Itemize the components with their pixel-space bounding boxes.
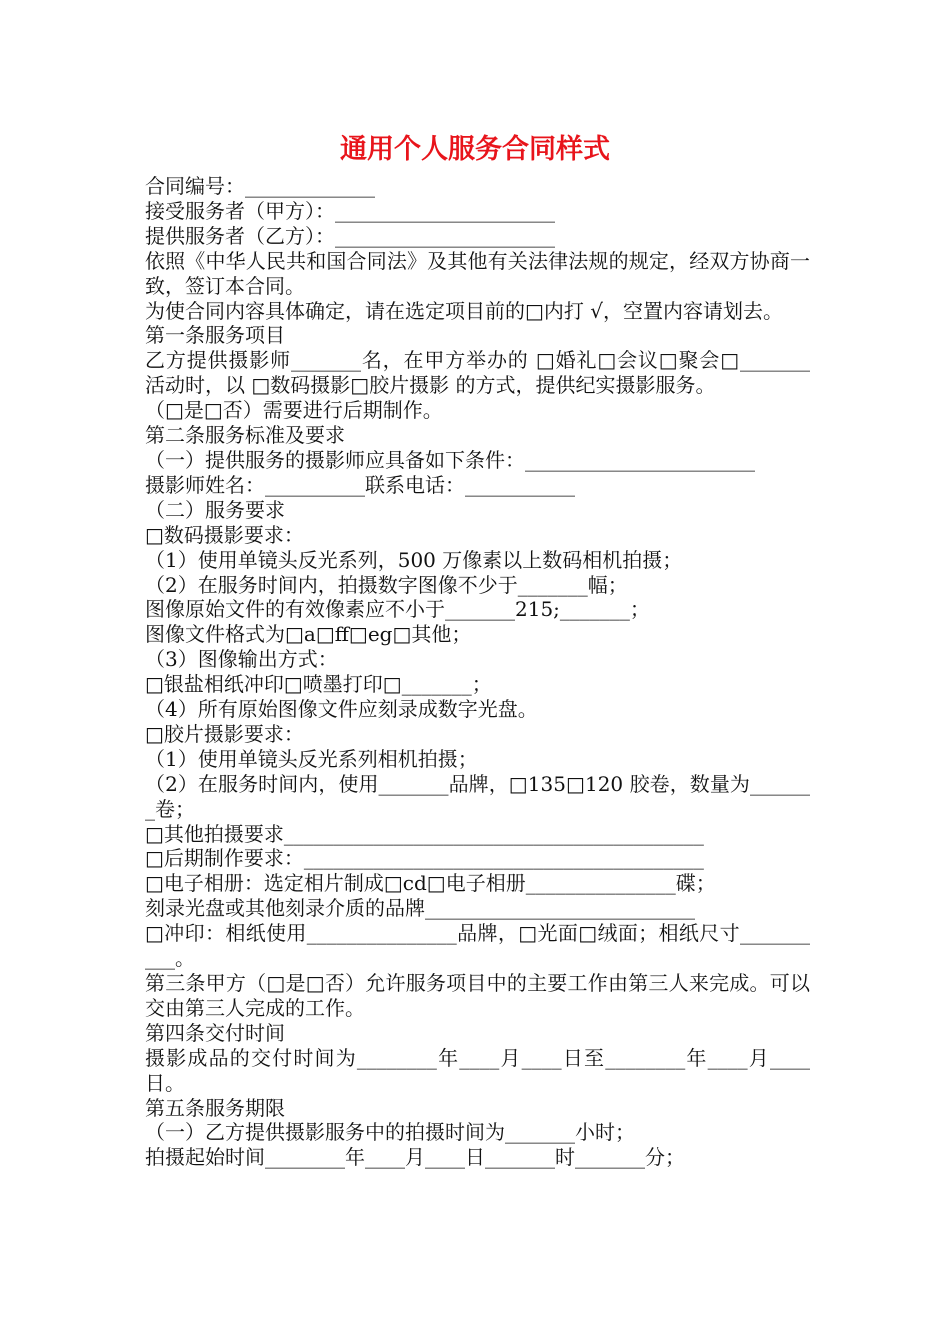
other-requirements-line: □其他拍摄要求__________________________________________ — [145, 821, 704, 846]
film-requirements-heading: □胶片摄影要求： — [145, 721, 304, 746]
digital-req-1: （1）使用单镜头反光系列，500 万像素以上数码相机拍摄； — [145, 547, 683, 572]
digital-req-2: （2）在服务时间内，拍摄数字图像不少于_______幅； — [145, 572, 628, 597]
service-item-paragraph: 乙方提供摄影师_______名，在甲方举办的 □婚礼□会议□聚会□_______ 活动时，以 □数码摄影□胶片摄影 的方式，提供纪实摄影服务。 — [145, 348, 817, 398]
party-a-line: 接受服务者（甲方）：______________________ — [145, 198, 555, 223]
article-4-heading: 第四条交付时间 — [145, 1020, 285, 1045]
post-production-requirements-line: □后期制作要求：________________________________________ — [145, 846, 704, 871]
service-requirements-heading: （二）服务要求 — [145, 497, 285, 522]
contract-number-line: 合同编号：_____________ — [145, 174, 375, 198]
photographer-contact-line: 摄影师姓名：__________联系电话：___________ — [145, 472, 575, 497]
digital-requirements-heading: □数码摄影要求： — [145, 522, 304, 547]
party-b-line: 提供服务者（乙方）：______________________ — [145, 223, 555, 248]
shooting-hours-line: （一）乙方提供摄影服务中的拍摄时间为_______小时； — [145, 1120, 635, 1145]
output-method-options: □银盐相纸冲印□喷墨打印□_______； — [145, 672, 492, 697]
disc-brand-line: 刻录光盘或其他刻录介质的品牌___________________________ — [145, 896, 695, 921]
contract-body — [145, 174, 817, 1170]
shooting-start-line: 拍摄起始时间________年____月____日_______时_______分； — [145, 1145, 685, 1170]
legal-basis-paragraph: 依照《中华人民共和国合同法》及其他有关法律法规的规定，经双方协商一致，签订本合同。 — [145, 248, 810, 298]
article-3-paragraph: 第三条甲方（□是□否）允许服务项目中的主要工作由第三人来完成。可以交由第三人完成的工作。 — [145, 971, 810, 1020]
instructions-paragraph: 为使合同内容具体确定，请在选定项目前的□内打 √，空置内容请划去。 — [145, 298, 783, 323]
film-req-1: （1）使用单镜头反光系列相机拍摄； — [145, 746, 478, 771]
digital-req-4: （4）所有原始图像文件应刻录成数字光盘。 — [145, 697, 538, 722]
article-1-heading: 第一条服务项目 — [145, 323, 285, 348]
article-5-heading: 第五条服务期限 — [145, 1095, 285, 1120]
document-title: 通用个人服务合同样式 — [340, 134, 610, 165]
output-method-heading: （3）图像输出方式： — [145, 647, 338, 672]
post-production-line: （□是□否）需要进行后期制作。 — [145, 398, 443, 423]
film-req-2: （2）在服务时间内，使用_______品牌，□135□120 胶卷，数量为_______卷； — [145, 771, 810, 821]
photographer-conditions-line: （一）提供服务的摄影师应具备如下条件：_______________________ — [145, 447, 755, 472]
delivery-time-line: 摄影成品的交付时间为________年____月____日至________年____月____日。 — [145, 1045, 810, 1095]
file-format-line: 图像文件格式为□a□ff□eg□其他； — [145, 622, 472, 647]
pixel-requirement-line: 图像原始文件的有效像素应不小于_______215;_______； — [145, 597, 650, 622]
printing-line: □冲印：相纸使用_______________品牌，□光面□绒面；相纸尺寸__________。 — [145, 921, 810, 971]
article-2-heading: 第二条服务标准及要求 — [145, 423, 345, 448]
electronic-album-line: □电子相册：选定相片制成□cd□电子相册_______________碟； — [145, 871, 716, 896]
